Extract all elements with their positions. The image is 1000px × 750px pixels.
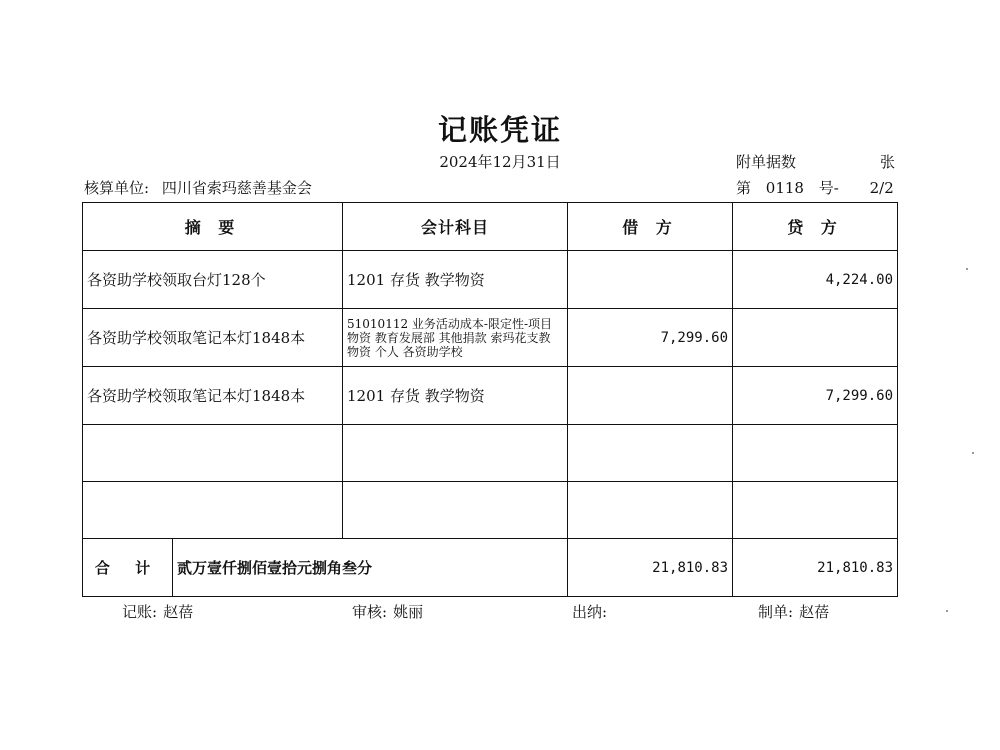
total-debit: 21,810.83 [568, 539, 733, 597]
row-debit [568, 251, 733, 309]
row-account [343, 482, 568, 539]
accounting-unit [84, 177, 312, 198]
voucher-number-prefix: 第 [736, 179, 752, 197]
bookkeeper-label: 记账: [122, 603, 158, 621]
row-debit: 7,299.60 [568, 309, 733, 367]
total-label: 合 计 [83, 539, 173, 597]
row-summary: 各资助学校领取笔记本灯1848本 [83, 367, 343, 425]
row-debit [568, 482, 733, 539]
voucher-title: 记账凭证 [437, 113, 562, 147]
table-row [83, 482, 898, 539]
table-row [83, 425, 898, 482]
row-credit: 7,299.60 [733, 367, 898, 425]
column-credit: 贷 方 [733, 203, 898, 251]
row-summary: 各资助学校领取笔记本灯1848本 [83, 309, 343, 367]
table-row [83, 309, 898, 367]
row-account: 51010112 业务活动成本-限定性-项目物资 教育发展部 其他捐款 索玛花支教 物资 个人 各资助学校 [343, 309, 568, 367]
voucher-number [736, 177, 894, 198]
cashier-label: 出纳: [572, 603, 608, 621]
table-row [83, 367, 898, 425]
row-credit [733, 309, 898, 367]
reviewer-signature [352, 601, 423, 622]
column-debit: 借 方 [568, 203, 733, 251]
table-header-row [83, 203, 898, 251]
row-account: 1201 存货 教学物资 [343, 251, 568, 309]
row-summary [83, 482, 343, 539]
preparer-name: 赵蓓 [799, 603, 830, 621]
row-summary: 各资助学校领取台灯128个 [83, 251, 343, 309]
total-row [83, 539, 898, 597]
reviewer-name: 姚丽 [393, 603, 424, 621]
preparer-signature [758, 601, 829, 622]
reviewer-label: 审核: [352, 603, 388, 621]
attachment-count-label: 附单据数 [736, 153, 797, 171]
voucher-number-value: 0118 [765, 179, 804, 197]
voucher-number-suffix: 号- [818, 179, 839, 197]
column-summary: 摘 要 [83, 203, 343, 251]
scan-speck [946, 610, 948, 612]
row-debit [568, 367, 733, 425]
row-credit [733, 425, 898, 482]
voucher-table [82, 202, 898, 597]
accounting-unit-name: 四川省索玛慈善基金会 [161, 179, 312, 197]
column-account: 会计科目 [343, 203, 568, 251]
row-credit [733, 482, 898, 539]
bookkeeper-signature [122, 601, 193, 622]
table-row [83, 251, 898, 309]
voucher-page: 2/2 [869, 179, 894, 197]
scan-speck [966, 268, 968, 270]
scan-speck [972, 452, 974, 454]
cashier-signature [572, 601, 613, 622]
row-credit: 4,224.00 [733, 251, 898, 309]
accounting-unit-label: 核算单位: [84, 179, 150, 197]
row-account [343, 425, 568, 482]
row-account: 1201 存货 教学物资 [343, 367, 568, 425]
total-amount-words: 贰万壹仟捌佰壹拾元捌角叁分 [173, 539, 568, 597]
preparer-label: 制单: [758, 603, 794, 621]
bookkeeper-name: 赵蓓 [163, 603, 194, 621]
row-debit [568, 425, 733, 482]
row-summary [83, 425, 343, 482]
total-credit: 21,810.83 [733, 539, 898, 597]
voucher-date: 2024年12月31日 [439, 153, 561, 171]
attachment-count-unit: 张 [880, 153, 896, 171]
